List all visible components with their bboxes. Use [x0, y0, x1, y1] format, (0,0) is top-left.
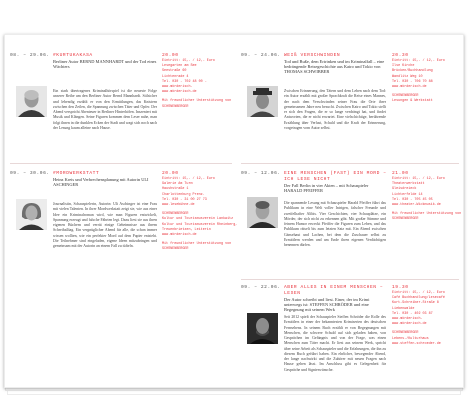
event-description: Journalistin, Schauspielerin, Autorin: Uli Aschinger ist eine Frau mit vielen Talenten. In ihrer Mordwerkstatt zeigt sie, wie aus einer Idee ein Kriminalroman wird, wie man Figuren entwickelt, Spannung erzeugt und falsche Fährten legt. Dazu liest sie aus ihren eigenen Büchern und verrät einige Geheimnisse aus ihrem Schreiballtag. Ein vergnüglicher Abend für alle, die schon immer wissen wollten, wie ein perfekter Mord auf dem Papier entsteht. Die Teilnehmer sind eingeladen, eigene Ideen mitzubringen und gemeinsam mit der Autorin an einem Fall zu tüfteln.: [53, 202, 157, 248]
divider: [10, 163, 232, 164]
event-date: 09. – 22.06.: [241, 285, 281, 290]
meta-line: www.mörderisch-: [162, 85, 193, 90]
event-title: WEIß VERSCHWINDEN: [284, 53, 341, 58]
meta-line: www.mörderisch-: [392, 317, 423, 322]
event-meta: [162, 59, 232, 110]
event-time: 20.00: [162, 171, 179, 176]
event-date: 09. – 24.06.: [241, 53, 281, 58]
event-title: EINE MENSCHEN (FAST) EIN MORD – ICH LESE NICHT: [284, 171, 387, 182]
meta-line: Treuenbrietzen, Leiterin: [162, 227, 211, 232]
page-stack-edge: [7, 391, 461, 395]
meta-line: www.mörderisch.de: [392, 85, 427, 90]
event-title: #KURTUKAKASA: [53, 53, 93, 58]
meta-line: Mit freundlicher Unterstützung von: [392, 212, 462, 217]
author-photo: [247, 313, 278, 344]
meta-line: Ilse Kirche: [392, 64, 415, 69]
meta-line: Haushstraße 1: [162, 187, 189, 192]
meta-line: Eintritt: 15,- / 12,- Euro: [162, 59, 215, 63]
meta-line: Lebens-/Kulturhaus: [392, 336, 429, 341]
meta-line: Lesungen & Werkstatt: [392, 99, 433, 104]
meta-line: Lichtenrade 4: [162, 74, 189, 79]
meta-line: Eintritt: 15,- / 12,- Euro: [392, 291, 445, 295]
meta-line: Café Buchhandlung/Lesecafé: [392, 296, 445, 301]
meta-line: Kurt-Schreiber-Straße 8: [392, 301, 439, 306]
meta-line: Theaterwerkstatt: [392, 182, 425, 187]
event-time: 19.30: [392, 285, 409, 290]
meta-line: Eintritt: 15,- / 12,- Euro: [392, 177, 445, 181]
event-description: Zwischen Erinnerung, den Tätern und dem Leben nach dem Tod: ein Autor erzählt mit großer Sprachkraft die Reise eines Mannes, der nach dem Verschwinden seiner Frau die Orte ihrer gemeinsamen Jahre neu besucht. Zwischen Kairo und Tokio stellt er sich den Fragen, die er so lange verdrängt hat, und findet Antworten, die er nicht erwartet. Eine vielschichtige, berührende Erzählung über Verlust, Schuld und die Kraft der Erinnerung, vorgetragen vom Autor selbst.: [284, 89, 386, 130]
meta-line: SCHÖNENBERGER: [392, 217, 419, 222]
divider: [241, 163, 459, 164]
event-date: 08. – 29.06.: [10, 53, 50, 58]
event-date: 09. – 30.06.: [10, 171, 50, 176]
author-photo: [16, 199, 47, 230]
meta-line: SCHÖNENBERGER: [162, 104, 189, 109]
meta-line: Tel. 030 - 402 03 87: [392, 311, 433, 316]
event-time: 20.00: [162, 53, 179, 58]
meta-line: Tel. 030 - 31 00 27 73: [162, 197, 207, 202]
meta-line: Charlottenburg Prenz.: [162, 192, 205, 197]
meta-line: Liebenwalde: [392, 306, 415, 311]
meta-line: Galerie Am Turm: [162, 182, 193, 187]
event-description: Seit 2012 spielt der Schauspieler Steffen Schröder die Rolle des Ermittlers in einer der bekanntesten Krimiserien des deutschen Fernsehens. In seinem Buch erzählt er von Begegnungen mit Menschen, die schwere Schuld auf sich geladen haben, von Gesprächen im Gefängnis und von der Frage, was einen Menschen zum Täter macht. Er liest aus seinem Werk, spricht über seine Arbeit als Schauspieler und die Erfahrungen, die ihn zu diesem Buch geführt haben. Ein ehrlicher, bewegender Abend, der lange nachwirkt und die Zuhörer mit neuen Fragen nach Hause gehen lässt. Im Anschluss gibt es Gelegenheit für Gespräche und Signierwünsche.: [284, 315, 386, 372]
meta-line: Tel. 030 - 702 48 00 -: [162, 79, 207, 84]
meta-line: Wandlitz Weg 10: [392, 74, 423, 79]
event-subtitle: Heinz Kreis und Verbrechensplanung mit Autorin ULI ASCHINGER: [53, 177, 149, 188]
event-subtitle: Tod und Buße, dem Ertrinken und im Kriminalfall – eine bedrängende Reisegeschichte aus Kairo und Tokio von THOMAS SCHWIBBER: [284, 59, 385, 75]
meta-line: Kultur und Tourismusverein Rheinberg,: [162, 222, 238, 227]
meta-line: Brücken/Buchhandlung: [392, 69, 433, 74]
meta-line: www.mörderisch.de: [392, 322, 427, 327]
meta-line: www.lesebühne.de: [162, 203, 195, 208]
meta-line: SCHÖNENBERGER: [392, 94, 419, 99]
meta-line: Tel. 030 - 705 45 05: [392, 197, 433, 202]
event-time: 21.00: [392, 171, 409, 176]
meta-line: www.steffen-schroeder.de: [392, 341, 441, 346]
event-meta: [162, 177, 238, 253]
event-subtitle: Der Fall Berlin in vier Akten – mit Schauspieler HARALD PFEIFFER: [284, 183, 369, 194]
event-meta: [392, 59, 458, 105]
meta-line: Tel. 030 - 706 70 88: [392, 79, 433, 84]
event-meta: [392, 177, 462, 223]
event-title: ABER ALLES IN EINEM MENSCHEN – LESEN: [284, 285, 384, 296]
meta-line: Lichterfelde 14: [392, 192, 423, 197]
meta-line: Gleisdreieck: [392, 187, 417, 192]
event-time: 20.30: [392, 53, 409, 58]
event-entry: [241, 53, 459, 165]
event-entry: [10, 53, 232, 165]
meta-line: SCHÖNENBERGER: [392, 331, 419, 336]
meta-line: Eintritt: 15,- / 12,- Euro: [162, 177, 215, 181]
meta-line: Kultur und Tourismusverein Lankwitz: [162, 217, 234, 222]
event-entry: [241, 285, 459, 385]
event-description: Ein stark übertragenes Kriminalhörspiel ist die neueste Folge unserer Reihe um den Berliner Autor Bernd Mannhardt. Stilsicher und lebendig erzählt er von den Ermittlungen, das Knistern zwischen den Zeilen, die Spannung zwischen Täter und Opfer. Der Abend verspricht Abenteuer in Berliner Hinterhöfen. Inszeniert mit Musik und Klängen. Seine Figuren kommen dem Leser nahe, man folgt ihnen in die dunklen Ecken der Stadt und wagt sich noch nach der Lesung kaum alleine nach Hause.: [53, 89, 157, 130]
meta-line: www.mörderisch.de: [162, 90, 197, 95]
meta-line: Eintritt: 15,- / 12,- Euro: [392, 59, 445, 63]
author-photo: [247, 86, 278, 117]
meta-line: www.mörderisch.de: [162, 233, 197, 238]
meta-line: www.theater-Wickmusik.de: [392, 203, 441, 208]
meta-line: SCHÖNENBERGER: [162, 247, 189, 252]
event-entry: [10, 171, 238, 301]
event-title: #MORDWERKSTATT: [53, 171, 100, 176]
event-entry: [241, 171, 462, 279]
event-date: 09. – 12.06.: [241, 171, 281, 176]
event-subtitle: Berliner Autor BERND MANNHARDT und der Tod eines Wächters: [53, 59, 157, 70]
program-page: [4, 34, 464, 388]
event-description: Die spannende Lesung mit Schauspieler Harald Pfeiffer führt das Publikum in eine Welt voller Intrigen, falscher Freunde und zweifelhafter Alibis. Vier Geschichten, vier Schauplätze, ein Mörder, der sich nicht zu erkennen gibt. Mit großer Stimme und feinem Humor erweckt Pfeiffer die Figuren zum Leben, und das Publikum rätselt bis zum letzten Satz mit. Ein Abend zwischen Gänsehaut und Lachen, bei dem die Zuschauer selbst zu Ermittlern werden und am Ende ihren eigenen Verdächtigen benennen dürfen.: [284, 201, 386, 247]
divider: [241, 279, 459, 280]
event-subtitle: Der Autor schreibt und liest. Einer, der im Krimi unterwegs ist: STEFFEN SCHRÖDER und eine Begegnung mit seinem Werk: [284, 297, 370, 313]
event-meta: [392, 291, 458, 347]
meta-line: SCHÖNENBERGER: [162, 212, 189, 217]
meta-line: Mit freundlicher Unterstützung von: [162, 242, 232, 247]
author-photo: [247, 197, 278, 228]
meta-line: Seestraße 60: [162, 69, 187, 74]
meta-line: Mit freundlicher Unterstützung von: [162, 99, 232, 104]
meta-line: Lesegarten am See: [162, 64, 197, 69]
author-photo: [16, 86, 47, 117]
